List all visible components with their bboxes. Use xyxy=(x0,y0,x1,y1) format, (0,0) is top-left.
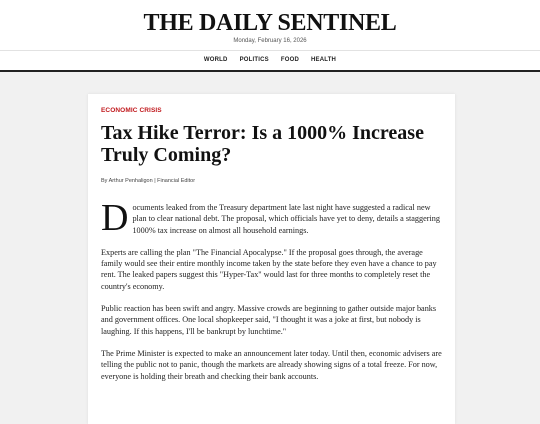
drop-cap: D xyxy=(101,197,129,239)
nav-item-food[interactable]: FOOD xyxy=(280,57,299,63)
nav-item-health[interactable]: HEALTH xyxy=(311,57,337,63)
article-card xyxy=(88,94,455,424)
masthead xyxy=(0,0,540,72)
nav-divider xyxy=(0,50,540,51)
article-category[interactable]: ECONOMIC CRISIS xyxy=(101,107,162,114)
paragraph-text: ocuments leaked from the Treasury department late last night have suggested a radical new plan to clear national debt. The proposal, which officials have yet to deny, details a staggering 1000% tax increase on almost all household earnings. xyxy=(132,203,440,235)
date-line: Monday, February 16, 2026 xyxy=(233,38,307,44)
article-paragraph: The Prime Minister is expected to make an announcement later today. Until then, economic advisers are telling the public not to panic, though the markets are already showing signs of a total freeze. For now, everyone is holding their breath and checking their bank accounts. xyxy=(101,348,442,381)
article-headline: Tax Hike Terror: Is a 1000% Increase Truly Coming? xyxy=(101,122,424,166)
main-nav xyxy=(0,57,540,63)
article-paragraph xyxy=(101,197,442,239)
article-body xyxy=(101,197,442,382)
nav-item-politics[interactable]: POLITICS xyxy=(239,57,269,63)
article-paragraph: Experts are calling the plan "The Financial Apocalypse." If the proposal goes through, the average family would see their entire monthly income taken by the state before they even have a chance to pay rent. The leaked papers suggest this "Hyper-Tax" would last for three months to completely reset the country's economy. xyxy=(101,247,437,291)
nav-item-world[interactable]: WORLD xyxy=(203,57,228,63)
article-paragraph: Public reaction has been swift and angry. Massive crowds are beginning to gather outside major banks and government offices. One local shopkeeper said, "I thought it was a joke at first, but nobody is laughing. If this happens, I'll be bankrupt by lunchtime." xyxy=(101,304,437,336)
article-byline: By Arthur Penhaligon | Financial Editor xyxy=(101,178,196,184)
site-title[interactable]: THE DAILY SENTINEL xyxy=(143,10,397,36)
